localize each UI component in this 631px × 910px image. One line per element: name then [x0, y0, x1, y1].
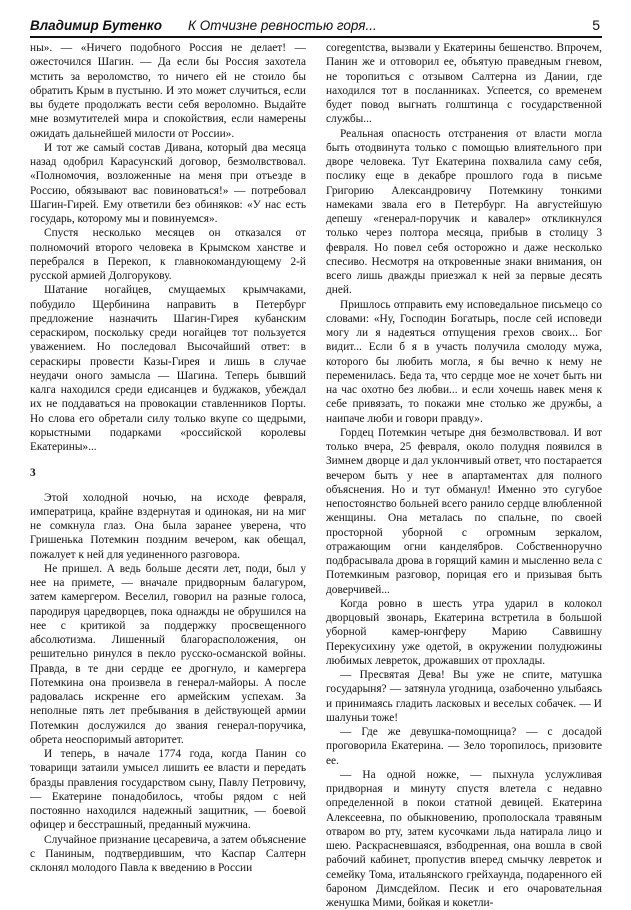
paragraph: ны». — «Ничего подобного Россия не делает! — ожесточился Шагин. — Да если бы Россия захотела мстить за вероломство, то ничего ей не стоило бы обратить Крым в пустыню. И это может случиться, если вы будете продолжать вести себя вероломно. Выдайте мне возмутителей мира и спокойствия, если намерены ожидать дальнейшей милости от России».: [30, 42, 306, 140]
left-column: [30, 41, 306, 874]
paragraph: Пришлось отправить ему исповедальное письмецо со словами: «Ну, Господин Богатырь, после сей исповеди могу ли я надеяться отпущения грехов своих... Бог видит... Если б я в участь получила смолоду мужа, которого бы любить могла, я бы вечно к нему не переменилась. Беда та, что сердце мое не хочет быть ни на час охотно без любви... и если хочешь навек меня к себе привязать, то покажи мне столько же дружбы, а наипаче люби и говори правду».: [326, 298, 602, 425]
paragraph: Когда ровно в шесть утра ударил в колокол дворцовый звонарь, Екатерина встретила в большой уборной камер-юнгферу Марию Саввишну Перекусихину уже одетой, в окружении полудюжины любимых левреток, дрожавших от прохлады.: [326, 597, 602, 667]
paragraph: И тот же самый состав Дивана, который два месяца назад одобрил Карасунский договор, безмолвствовал. «Полномочия, возложенные на меня при отъезде в Россию, обязывают вас повиноваться!» — потребовал Шагин-Гирей. Ему ответили без обиняков: «У нас есть государь, которому мы и повинуемся».: [30, 141, 306, 225]
paragraph: Гордец Потемкин четыре дня безмолвствовал. И вот только вчера, 25 февраля, около полудня появился в Зимнем дворце и дал уклончивый ответ, что постарается вечером быть у нее в апартаментах для полного объяснения. Но и тут обманул! Именно это сугубое непостоянство больней всего ранило сердце влюбленной женщины. Она металась по спальне, по своей просторной уборной с огромным зеркалом, отражающим огни канделябров. Собственноручно подбрасывала дрова в горящий камин и мысленно вела с Потемкиным разговор, порицая его и призывая быть доверчивей...: [326, 426, 602, 596]
paragraph: — На одной ножке, — пыхнула услужливая придворная и минуту спустя влетела с недавно определенной в покои статной девицей. Екатерина Алексеевна, по обыкновению, прополоскала травяным отваром во рту, затем кусочками льда натирала лицо и шею. Раскрасневшаяся, взбодренная, она вошла в свой рабочий кабинет, пропустив вперед смычку левреток и семейку Тома, итальянского грейхаунда, подаренного ей бароном Димсдейлом. Песик и его очаровательная женушка Мими, бойкая и кокетли-: [326, 768, 602, 909]
paragraph: Шатание ногайцев, смущаемых крымчаками, побудило Щербинина направить в Петербург предложение назначить Шагин-Гирея кубанским сераскиром, поскольку среди ногайцев тот пользуется уважением. Но последовал Высочайший ответ: в сераскиры провести Казы-Гирея и лишь в случае неудачи оного замысла — Шагина. Теперь бывший калга находился среди едисанцев и буджаков, убеждал их не поддаваться на провокации ставленников Порты. Но слова его обретали силу только вкупе со щедрыми, корыстными подарками «российской королевы Екатерины»...: [30, 284, 306, 453]
section-number: 3: [30, 467, 36, 480]
paragraph: соregentства, вызвали у Екатерины бешенство. Впрочем, Панин же и отговорил ее, объятую праведным гневом, не торопиться с отзывом Салтерна из Дании, где находился тот в посланниках. Успеется, со временем будет повод выгнать голштинца с государственной службы...: [326, 42, 602, 126]
running-header: [30, 10, 602, 38]
paragraph: Этой холодной ночью, на исходе февраля, императрица, крайне вздернутая и одинокая, ни на миг не сомкнула глаз. Она была заранее уверена, что Гришенька Потемкин поздним вечером, как обещал, пожалует к ней для уединенного разговора.: [30, 491, 306, 561]
right-column: [326, 41, 602, 909]
paragraph: И теперь, в начале 1774 года, когда Панин со товарищи затаили умысел лишить ее власти и передать бразды правления государством сыну, Павлу Петровичу, — Екатерине понадобилось, чтобы рядом с ней постоянно находился надежный защитник, — боевой офицер и бесстрашный, преданный мужчина.: [30, 748, 306, 832]
paragraph: Случайное признание цесаревича, а затем объяснение с Паниным, подтвердившим, что Каспар Салтерн склонял молодого Павла к введению в России: [30, 833, 306, 874]
paragraph: — Пресвятая Дева! Вы уже не спите, матушка государыня? — затянула угодница, озабоченно улыбаясь и принимаясь гладить ласковых и веселых собачек. — И шалуньи тоже!: [326, 669, 602, 724]
header-author: Владимир Бутенко: [30, 18, 162, 33]
paragraph: Не пришел. А ведь больше десяти лет, поди, был у нее на примете, — вначале придворным балагуром, затем камергером. Веселил, говорил на разные голоса, пародируя царедворцев, пока однажды не обрушился на нее с критикой за поддержку просвещенного абсолютизма. Лишенный благорасположения, он решительно ринулся в пекло русско-османской войны. Правда, в те дни сердце ее дрогнуло, и камергера Потемкина она произвела в генерал-майоры. А после радовалась искренне его армейским успехам. За неполные пять лет пребывания в действующей армии Потемкин дослужился до звания генерал-поручика, обрета неоспоримый авторитет.: [30, 562, 306, 746]
header-title: К Отчизне ревностью горя...: [188, 18, 377, 33]
paragraph: — Где же девушка-помощница? — с досадой проговорила Екатерина. — Зело торопилось, призовите ее.: [326, 726, 602, 767]
paragraph: Спустя несколько месяцев он отказался от полномочий второго человека в Крымском ханстве и перебрался в Перекоп, к главнокомандующему 2-й русской армией Долгорукову.: [30, 227, 306, 282]
paragraph: Реальная опасность отстранения от власти могла быть отодвинута только с помощью влиятельного при дворе человека. Тут Екатерина похвалила саму себя, послику еще в декабре прошлого года в письме Григорию Александровичу Потемкину тонкими намеками звала его в Петербург. На августейшую депешу «генерал-поручик и кавалер» откликнулся только через полтора месяца, прибыв в столицу 3 февраля. Но повел себя осторожно и даже несколько спесиво. Несмотря на откровенные знаки внимания, он всего лишь дважды приезжал к ней за первые десять дней.: [326, 127, 602, 297]
page-number: 5: [592, 17, 600, 33]
